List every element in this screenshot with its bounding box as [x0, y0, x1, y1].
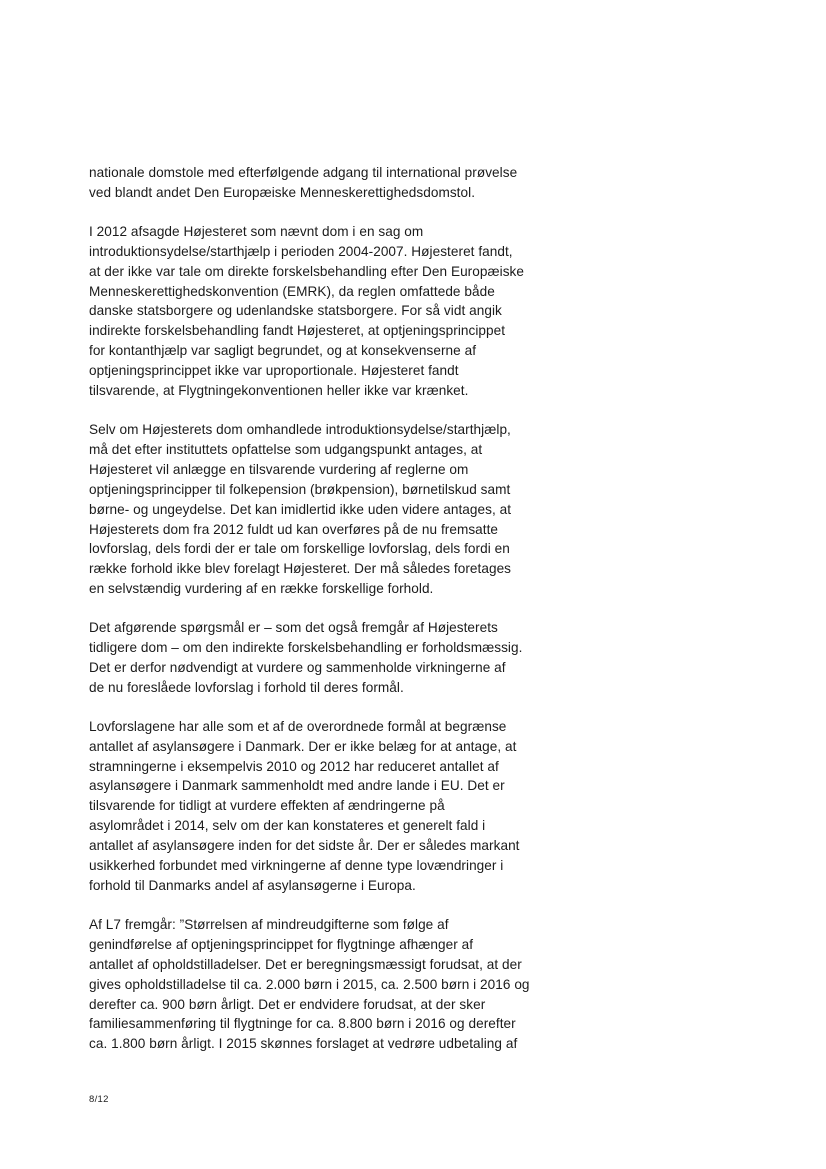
text-line: indirekte forskelsbehandling fandt Højesteret, at optjeningsprincippet	[89, 323, 506, 339]
text-line: Det afgørende spørgsmål er – som det også fremgår af Højesterets	[89, 620, 498, 636]
text-line: en selvstændig vurdering af en række forskellige forhold.	[89, 581, 434, 597]
text-line: antallet af opholdstilladelser. Det er beregningsmæssigt forudsat, at der	[89, 956, 522, 972]
text-line: tilsvarende for tidligt at vurdere effekten af ændringerne på	[89, 798, 445, 814]
text-line: asylområdet i 2014, selv om der kan konstateres et generelt fald i	[89, 818, 486, 834]
paragraph-2	[89, 222, 569, 401]
text-line: I 2012 afsagde Højesteret som nævnt dom i en sag om	[89, 223, 424, 239]
paragraph-6	[89, 915, 569, 1054]
text-line: Lovforslagene har alle som et af de overordnede formål at begrænse	[89, 718, 507, 734]
text-line: Højesteret vil anlægge en tilsvarende vurdering af reglerne om	[89, 461, 469, 477]
text-line: Højesterets dom fra 2012 fuldt ud kan overføres på de nu fremsatte	[89, 521, 499, 537]
text-line: tidligere dom – om den indirekte forskelsbehandling er forholdsmæssig.	[89, 640, 523, 656]
text-line: danske statsborgere og udenlandske statsborgere. For så vidt angik	[89, 303, 502, 319]
body-text	[89, 163, 569, 1073]
text-line: tilsvarende, at Flygtningekonventionen heller ikke var krænket.	[89, 383, 469, 399]
text-line: at der ikke var tale om direkte forskelsbehandling efter Den Europæiske	[89, 263, 524, 279]
text-line: genindførelse af optjeningsprincippet for flygtninge afhænger af	[89, 936, 474, 952]
text-line: gives opholdstilladelse til ca. 2.000 børn i 2015, ca. 2.500 børn i 2016 og	[89, 976, 530, 992]
text-line: ved blandt andet Den Europæiske Menneskerettighedsdomstol.	[89, 184, 476, 200]
text-line: ca. 1.800 børn årligt. I 2015 skønnes forslaget at vedrøre udbetaling af	[89, 1036, 518, 1052]
text-line: de nu foreslåede lovforslag i forhold til deres formål.	[89, 679, 404, 695]
text-line: forhold til Danmarks andel af asylansøgerne i Europa.	[89, 878, 416, 893]
paragraph-1	[89, 163, 569, 203]
text-line: introduktionsydelse/starthjælp i perioden 2004-2007. Højesteret fandt,	[89, 243, 513, 259]
text-line: familiesammenføring til flygtninge for ca. 8.800 børn i 2016 og derefter	[89, 1016, 516, 1032]
text-line: for kontanthjælp var sagligt begrundet, og at konsekvenserne af	[89, 343, 477, 359]
text-line: derefter ca. 900 børn årligt. Det er endvidere forudsat, at der sker	[89, 996, 486, 1012]
text-line: lovforslag, dels fordi der er tale om forskellige lovforslag, dels fordi en	[89, 541, 510, 557]
text-line: optjeningsprincippet ikke var uproportionale. Højesteret fandt	[89, 363, 459, 379]
text-line: usikkerhed forbundet med virkningerne af denne type lovændringer i	[89, 858, 504, 874]
text-line: Selv om Højesterets dom omhandlede introduktionsydelse/starthjælp,	[89, 421, 511, 437]
text-line: Menneskerettighedskonvention (EMRK), da reglen omfattede både	[89, 283, 495, 299]
paragraph-4	[89, 618, 569, 698]
text-line: asylansøgere i Danmark sammenholdt med andre lande i EU. Det er	[89, 778, 505, 794]
text-line: stramningerne i eksempelvis 2010 og 2012 har reduceret antallet af	[89, 758, 499, 774]
text-line: optjeningsprincipper til folkepension (brøkpension), børnetilskud samt	[89, 481, 511, 497]
paragraph-5	[89, 717, 569, 896]
text-line: antallet af asylansøgere i Danmark. Der er ikke belæg for at antage, at	[89, 738, 517, 754]
text-line: Af L7 fremgår: ”Størrelsen af mindreudgifterne som følge af	[89, 916, 449, 932]
text-line: må det efter instituttets opfattelse som udgangspunkt antages, at	[89, 441, 483, 457]
text-line: nationale domstole med efterfølgende adgang til international prøvelse	[89, 165, 518, 180]
text-line: Det er derfor nødvendigt at vurdere og sammenholde virkningerne af	[89, 659, 506, 675]
page-number: 8/12	[89, 1094, 109, 1105]
text-line: børne- og ungeydelse. Det kan imidlertid ikke uden videre antages, at	[89, 501, 512, 517]
text-line: række forhold ikke blev forelagt Højesteret. Der må således foretages	[89, 561, 512, 577]
text-line: antallet af asylansøgere inden for det sidste år. Der er således markant	[89, 838, 520, 854]
paragraph-3	[89, 420, 569, 599]
